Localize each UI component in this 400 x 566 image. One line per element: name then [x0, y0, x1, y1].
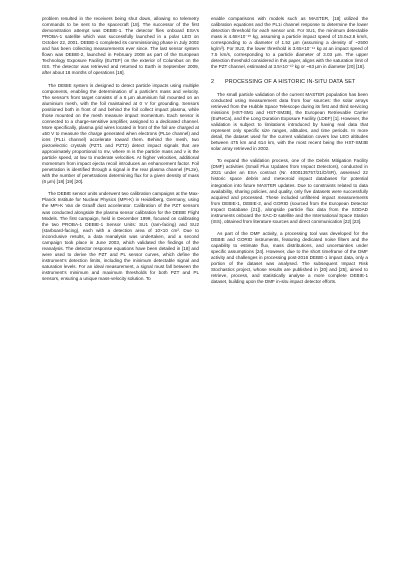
body-paragraph: The DEBIE sensor units underwent two calibration campaigns at the Max-Planck Institute for Nuclear Physics (MPI-K) in Heidelberg, Germany, using the MPI-K Van de Graaff dust accelerator. Calibration of the PZT sensors was conducted alongside the plasma sensor calibration for the DEBIE Flight Models. The first campaign, held in December 1999, focused on calibrating the two PROBA-1 DEBIE-1 Sensor Units: SU1 (ram-facing) and SU2 (starboard-facing), each with a detection area of 10×10 cm². Due to inconclusive results, a data reanalysis was undertaken, and a second campaign took place in June 2003, which validated the findings of the reanalysis. The detector response equations have been detailed in [18] and were used to derive the PZT and PL sensor curves, which define the instrument's detection limits, including the minimum detectable signal and saturation levels. For an ideal measurement, a signal must fall between the instrument's minimum and maximum thresholds for both PZT and PL sensors, ensuring a unique mass-velocity solution. To	[42, 191, 199, 282]
body-paragraph: To expand the validation process, one of the Debris Mitigation Facility (DMF) activities (Small Flux Updates from Impact Detectors), conducted in 2021 under an ESA contract (Nr. 4000135757/21/D/SR), assessed 22 historic space debris and meteoroid impact databases for potential integration into future MASTER updates. Due to constraints related to data availability, sharing policies, and quality, only five datasets were successfully acquired and processed. These included unfiltered impact measurements from DEBIE-1, DEBIE-2, and GORID (sourced from the European Detector Impact Database [21]), alongside particle flux data from the SODAD instruments onboard the SAC-D satellite and the International Space Station (ISS), obtained from literature sources and direct communication [22] [23].	[211, 158, 368, 224]
section-number: 2	[211, 79, 215, 86]
left-column	[42, 16, 199, 288]
body-paragraph: enable comparisons with models such as MASTER, [18] utilized the calibration equations and the PL1i channel response to determine the lower detection threshold for each sensor unit. For SU1, the minimum detectable mass is 4.68×10⁻¹⁵ kg, assuming a particle impact speed of 15.0±2.8 km/s, corresponding to a diameter of 1.52 µm (assuming a density of ~2500 kg/m³). For SU2, the lower threshold is 3.65×10⁻¹⁴ kg at an impact speed of 7.5 km/s, corresponding to a particle diameter of 3.03 µm. The upper detection threshold considered in this paper, aligns with the saturation limit of the PZT channel, estimated at 3.5×10⁻¹⁰ kg or ~63 µm in diameter [20] [18].	[211, 16, 368, 70]
body-paragraph: The DEBIE system is designed to detect particle impacts using multiple components, enabling the determination of a particle's mass and velocity. The sensor's front target consists of a 6 µm aluminium foil mounted on an aluminium mesh, with the foil maintained at 0 V for grounding. Sensors positioned both in front of and behind the foil collect impact plasma, while those mounted on the mesh measure impact momentum. Each sensor is connected to a charge-sensitive amplifier, assigned to a dedicated channel. More specifically, plasma grid wires located in front of the foil are charged at ±50 V to measure the charge generated when electrons (PL1e channel) and ions (PL1i channel) accelerate toward them. Behind the mesh, two piezoelectric crystals (PZT1 and PZT2) detect impact signals that are approximately proportional to mv, where m is the particle mass and v is the particle speed, at low to moderate velocities. At higher velocities, additional momentum from impact ejecta recoil introduces an enhancement factor. Foil penetration is identified through a signal in the rear plasma channel (PL2e), with the number of penetrations determining flux for a given density of mass (6 µm) [18] [19] [20].	[42, 82, 199, 185]
body-paragraph: problem resulted in the receivers being shut down, allowing no telemetry commands to be sent to the spacecraft [18]. The successor of the first demonstration attempt was DEBIE-1. The detector flies onboard ESA's PROBA-1 satellite which was successfully launched in a polar LEO on October 22, 2001. DEBIE-1 completed its commissioning phase in July 2002 and has been collecting measurements ever since. The last sensor system flown was DEBIE-2, launched in February 2008 as part of the European Technology Exposure Facility (EuTEF) on the exterior of Columbus on the ISS. The detector was retrieved and returned to Earth in September 2009, after about 18 months of operations [18].	[42, 16, 199, 76]
section-title: PROCESSING OF A HISTORIC IN-SITU DATA SET	[225, 79, 356, 86]
right-column	[211, 16, 368, 291]
section-heading	[211, 79, 368, 85]
body-paragraph: As part of the DMF activity, a processing tool was developed for the DEBIE and GORID instruments, featuring dedicated noise filters and the capability to estimate flux, mass distributions, and uncertainties under specific assumptions [24]. However, due to the short timeframe of the DMF activity and challenges in processing post-2016 DEBIE-1 impact data, only a portion of the dataset was analysed. The subsequent Impact Risk Stochastics project, whose results are published in [20] and [25], aimed to retrieve, process, and statistically analyse a more complete DEBIE-1 dataset, building upon the DMF in-situ impact detector efforts.	[211, 230, 368, 285]
body-paragraph: The small particle validation of the current MASTER population has been conducted using measurement data from four sources: the solar arrays retrieved from the Hubble Space Telescope during its first and third servicing missions (HST-SM1 and HST-SM3B), the European Retrievable Carrier (EuReCa), and the Long Duration Exposure Facility (LDEF) [1]. However, the validation is subject to limitations introduced by having real data that represent only specific size ranges, altitudes, and time periods. In more detail, the dataset used for the current validation covers low LEO altitudes between 475 km and 614 km, with the most recent being the HST-SM3B solar array retrieved in 2002.	[211, 91, 368, 152]
